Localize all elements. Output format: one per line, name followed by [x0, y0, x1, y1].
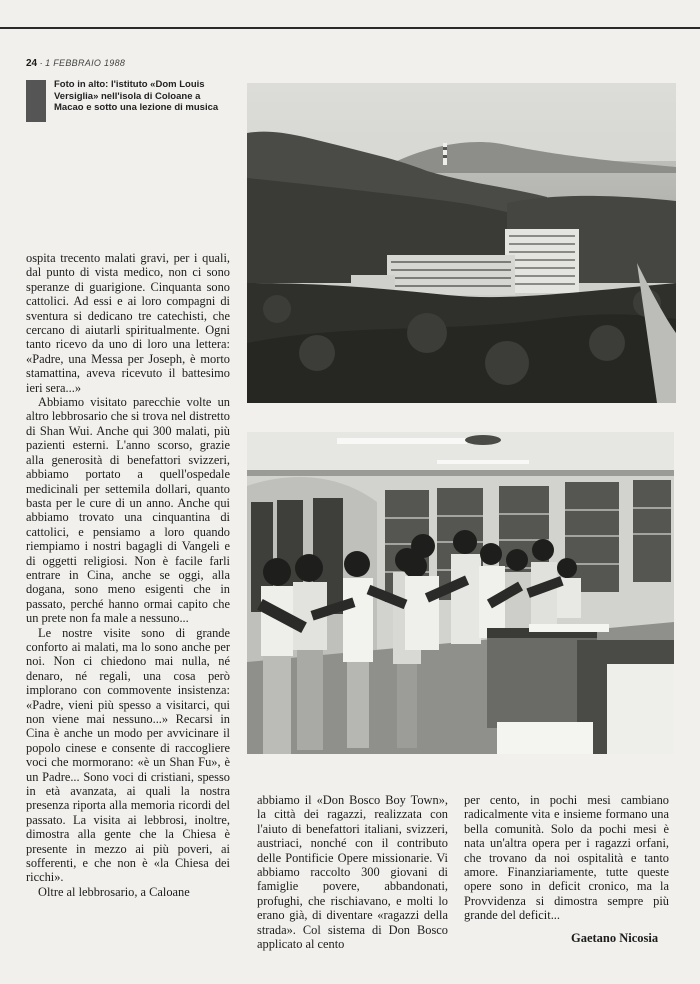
author-signature: Gaetano Nicosia — [571, 931, 659, 945]
text-column-1 — [26, 251, 230, 899]
caption-marker — [26, 80, 46, 122]
paragraph: ospita trecento malati gravi, per i quali, dal punto di vista medico, non ci sono speranze di guarigione. Cinquanta sono cattolici. Ad essi e ai loro compagni di sventura si dedicano tre catechisti, che cercano di aiutarli spiritualmente. Ogni tanto ricevo da uno di loro una lettera: «Padre, una Messa per Joseph, è morto stamattina, aveva ricevuto il battesimo ieri sera...» — [26, 251, 230, 395]
text-column-2 — [257, 793, 448, 951]
issue-date: 1 FEBBRAIO 1988 — [45, 58, 126, 68]
photo-music-lesson — [247, 432, 674, 754]
paragraph: Oltre al lebbrosario, a Caloane — [38, 884, 190, 899]
photo-island-institute — [247, 83, 676, 403]
page-header — [26, 58, 125, 69]
paragraph: Abbiamo visitato parecchie volte un altro lebbrosario che si trova nel distretto di Shan Wui. Anche qui 300 malati, più pazienti esterni. L'anno scorso, grazie alla generosità di benefattori svizzeri, abbiamo portato a quell'ospedale medicinali per settemila dollari, quanto basta per le cure di un anno. Anche qui abbiamo trovato una cinquantina di cattolici, e pensiamo a loro quando riempiamo i nostri bagagli di Vangeli e di oggetti religiosi. Non è facile farli entrare in Cina, anche se oggi, alla dogana, sono meno esigenti che in passato, perché hanno ormai capito che un prete non fa male a nessuno... — [26, 395, 230, 626]
paragraph: per cento, in pochi mesi cambiano radicalmente vita e insieme formano una bella comunità. Solo da pochi mesi è nata un'altra opera per i ragazzi orfani, che trovano da noi ospitalità e tanto amore. Finanziariamente, tutte queste opere sono in deficit cronico, ma la Provvidenza si dimostra sempre più grande del deficit... — [464, 793, 669, 923]
top-rule — [0, 27, 700, 29]
landscape-illustration — [247, 83, 676, 403]
paragraph: Le nostre visite sono di grande conforto ai malati, ma lo sono anche per noi. Non ci chiedono mai nulla, né denaro, né regali, una cosa però implorano con commovente insistenza: «Padre, vieni più spesso a visitarci, qui non viene mai nessuno...» Recarsi in Cina è anche un modo per avvicinare il popolo cinese e consente di raccogliere voci che mormorano: «è un Shan Fu», è un Padre... Sono voci di cristiani, spesso in età avanzata, ai quali la nostra presenza riporta alla memoria ricordi del passato. La visita ai lebbrosi, inoltre, dimostra alla gente che la Chiesa è presente in mezzo ai più poveri, ai sofferenti, e che non è «la Chiesa dei ricchi». — [26, 625, 230, 885]
paragraph: abbiamo il «Don Bosco Boy Town», la città dei ragazzi, realizzata con l'aiuto di benefattori italiani, svizzeri, austriaci, nonché con il contributo delle Pontificie Opere missionarie. Vi abbiamo raccolto 300 giovani di famiglie povere, abbandonati, profughi, che rischiavano, e molti lo erano già, di diventare «ragazzi della strada». Col sistema di Don Bosco applicato al cento — [257, 793, 448, 952]
photo-caption: Foto in alto: l'istituto «Dom Louis Versiglia» nell'isola di Coloane a Macao e sotto una lezione di musica — [54, 79, 219, 113]
page-number: 24 — [26, 58, 38, 69]
header-separator: · — [39, 58, 43, 68]
text-column-3 — [464, 793, 669, 923]
classroom-illustration — [247, 432, 674, 754]
